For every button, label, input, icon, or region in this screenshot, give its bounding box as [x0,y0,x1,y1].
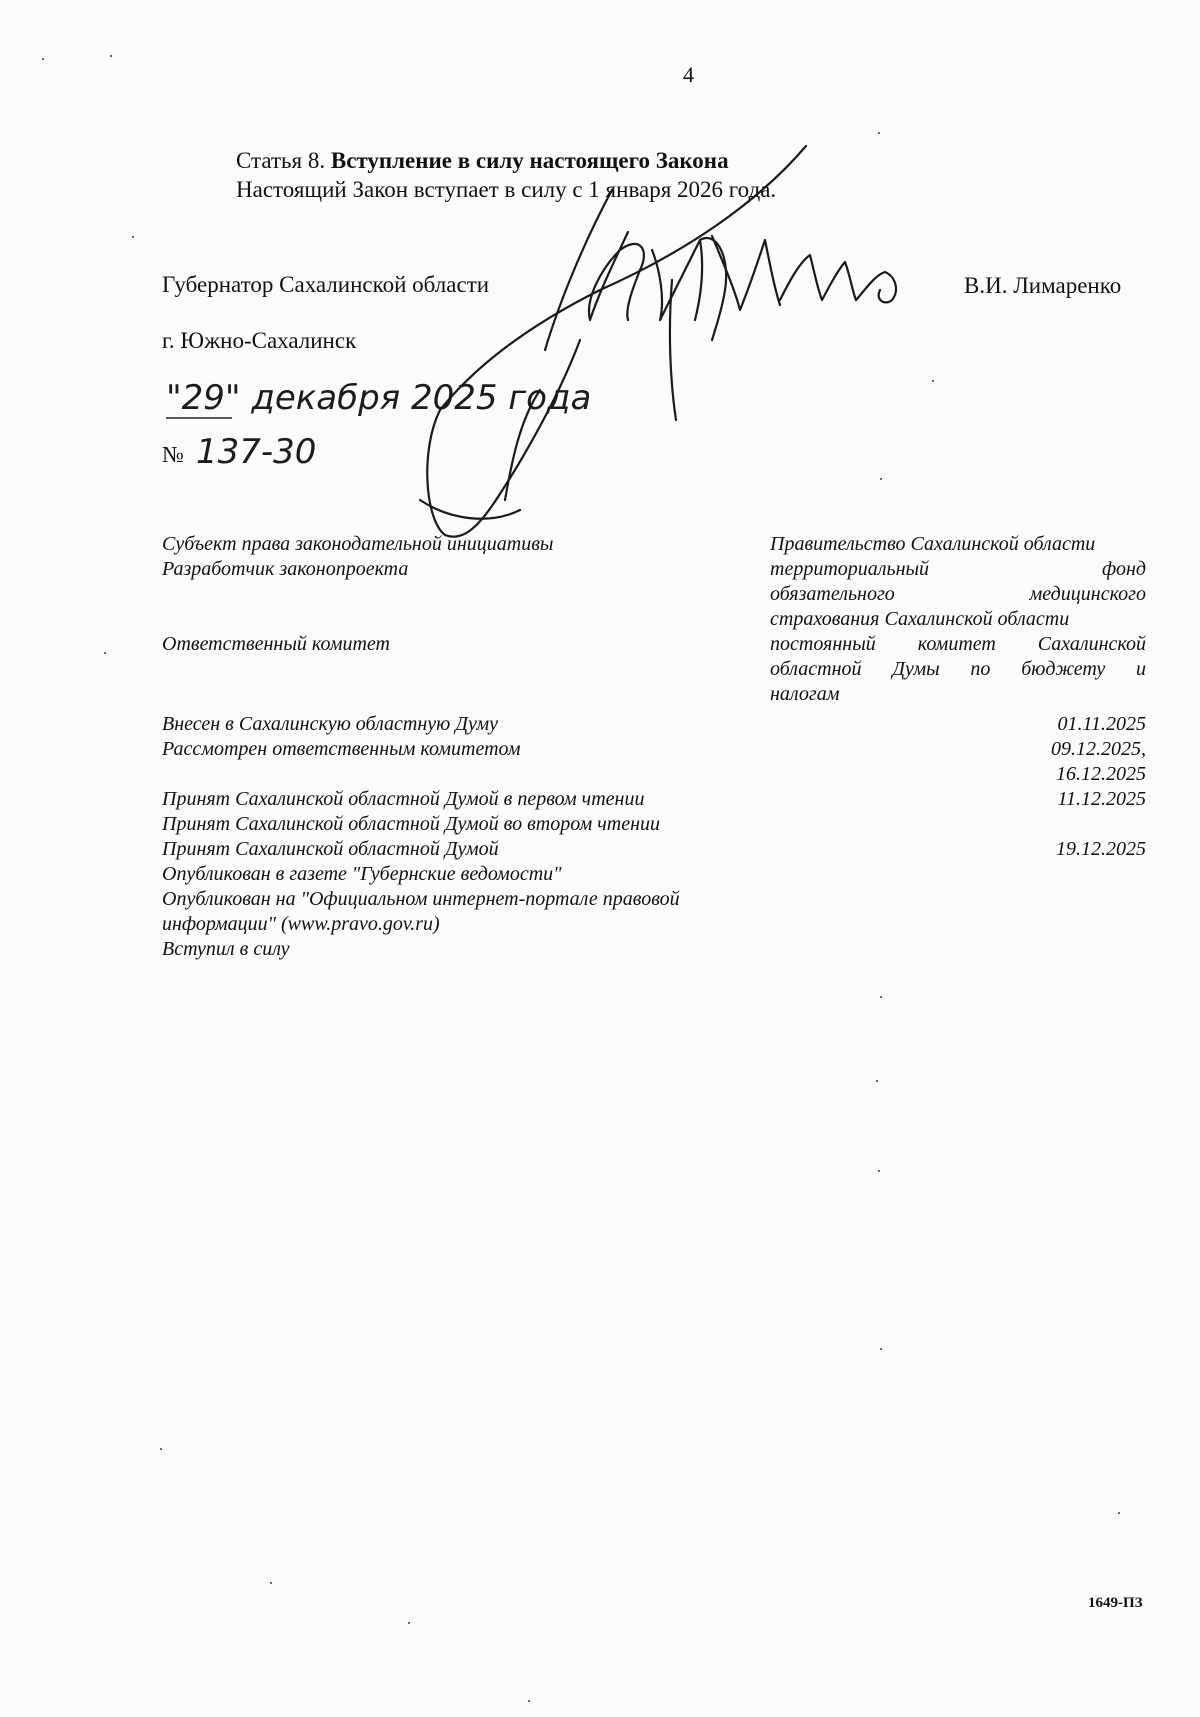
info-values [770,532,1146,707]
history-label-introduced: Внесен в Сахалинскую областную Думу [162,713,499,735]
developer-value-line-2: обязательного медицинского [770,583,1146,605]
handwritten-law-number: 137-30 [196,432,317,472]
scan-speck [876,1080,878,1082]
governor-name: В.И. Лимаренко [964,273,1122,298]
signing-city: г. Южно-Сахалинск [162,328,357,353]
history-date-committee-1: 09.12.2025, [1051,738,1146,760]
history-label-published-newspaper: Опубликован в газете "Губернские ведомости" [162,863,562,885]
scan-speck [110,55,112,57]
scan-speck [160,1448,162,1450]
scan-speck [1118,1512,1120,1514]
history-date-adopted: 19.12.2025 [1056,838,1146,860]
governor-position: Губернатор Сахалинской области [162,272,490,297]
scan-speck [104,652,106,654]
history-label-published-portal: Опубликован на "Официальном интернет-портале правовой [162,888,680,910]
history-label-first-reading: Принят Сахалинской областной Думой в первом чтении [162,788,645,810]
history-label-entered-force: Вступил в силу [162,938,290,960]
subject-label: Субъект права законодательной инициативы [162,533,554,555]
scan-speck [878,1170,880,1172]
article-text: Настоящий Закон вступает в силу с 1 января 2026 года. [236,177,777,202]
history-date-first-reading: 11.12.2025 [1057,788,1146,810]
developer-value-line-1: территориальный фонд [770,558,1146,580]
law-number-label: № [162,442,184,467]
history-label-committee: Рассмотрен ответственным комитетом [162,738,521,760]
scan-speck [932,380,934,382]
page-number: 4 [683,62,694,87]
scan-speck [408,1622,410,1624]
committee-value-line-2: областной Думы по бюджету и [770,658,1146,680]
scan-speck [270,1582,272,1584]
history-date-committee-2: 16.12.2025 [1056,763,1146,785]
scan-speck [878,132,880,134]
scan-speck [42,58,44,60]
subject-value: Правительство Сахалинской области [770,533,1096,555]
developer-label: Разработчик законопроекта [162,558,409,580]
history-date-introduced: 01.11.2025 [1057,713,1146,735]
committee-label: Ответственный комитет [162,633,390,655]
history-label-adopted: Принят Сахалинской областной Думой [162,838,499,860]
handwritten-date: "29" декабря 2025 года [166,378,592,418]
scan-speck [880,1348,882,1350]
article-title: Вступление в силу настоящего Закона [330,148,729,173]
committee-value-line-1: постоянный комитет Сахалинской [770,633,1146,655]
developer-value-line-3: страхования Сахалинской области [770,608,1070,630]
scan-speck [528,1700,530,1702]
scan-speck [880,478,882,480]
scan-speck [132,236,134,238]
scan-speck [880,996,882,998]
footer-code: 1649-ПЗ [1088,1595,1143,1611]
committee-value-line-3: налогам [770,683,840,705]
history-label-second-reading: Принят Сахалинской областной Думой во втором чтении [162,813,661,835]
history-label-portal-url: информации" (www.pravo.gov.ru) [162,913,440,935]
article-label: Статья 8. [236,148,326,173]
